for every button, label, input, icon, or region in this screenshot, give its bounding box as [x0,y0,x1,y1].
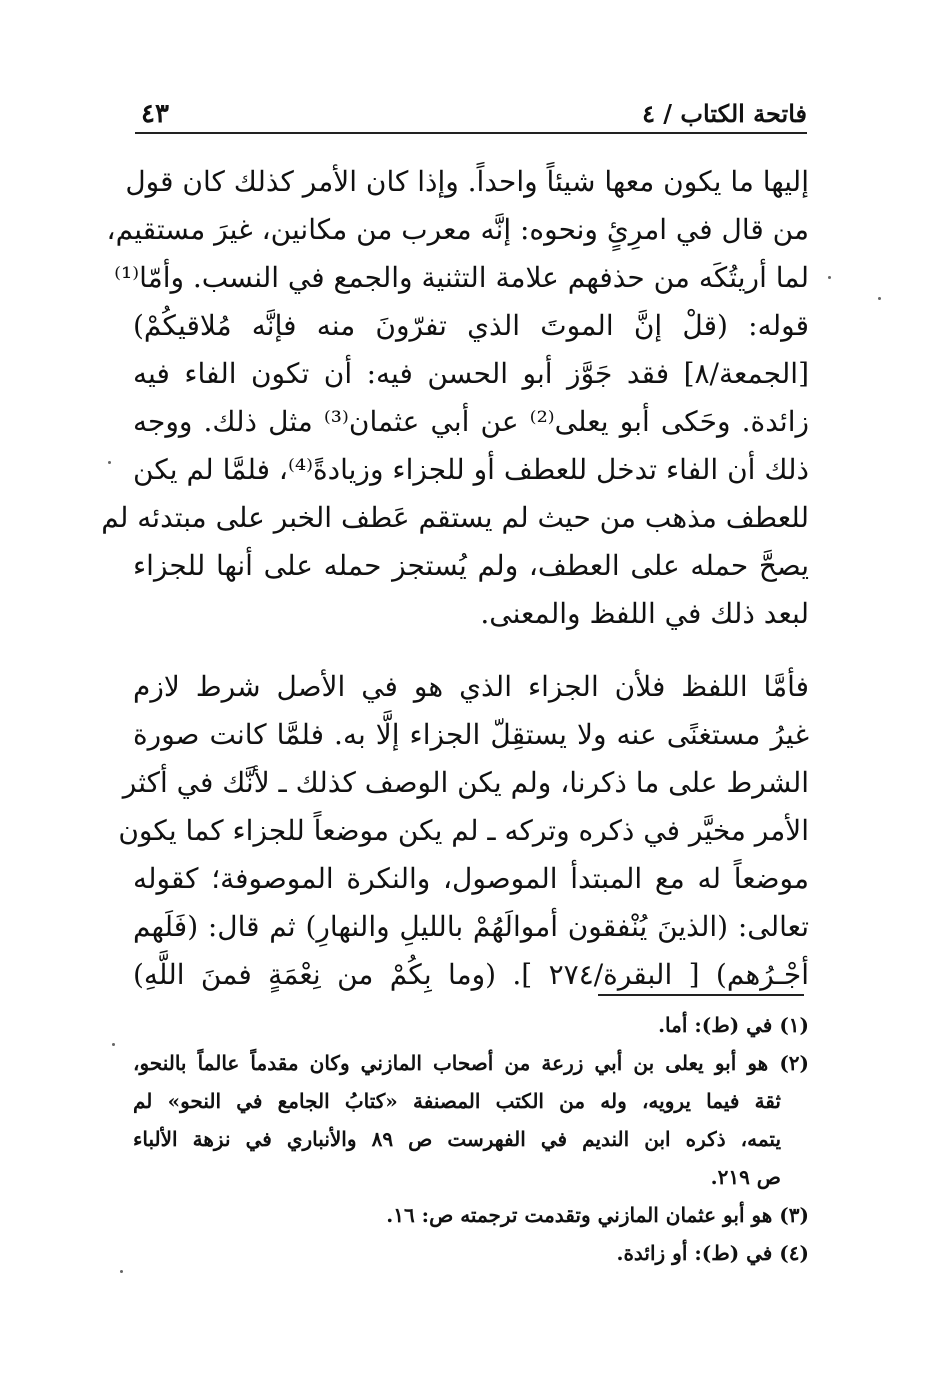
text-line: قوله: (قلْ إنَّ الموتَ الذي تفرّونَ منه فإنَّه مُلاقيكُمْ) [133,309,809,342]
footnote-2 [133,1044,809,1196]
text-line: زائدة. وحَكى أبو يعلى⁽²⁾ عن أبي عثمان⁽³⁾ مثل ذلك. ووجه [133,405,810,438]
text-line: للعطف مذهب من حيث لم يستقم عَطف الخبر على مبتدئه لم [101,501,809,534]
running-title: فاتحة الكتاب / ٤ [642,99,807,128]
text-line: يصحَّ حمله على العطف، ولم يُستجز حمله على أنها للجزاء [133,549,809,582]
text-line: الأمر مخيَّر في ذكره وتركه ـ لم يكن موضعاً للجزاء كما يكون [118,814,809,847]
text-line: فأمَّا اللفظ فلأن الجزاء الذي هو في الأصل شرط لازم [133,670,809,703]
text-line: غيرُ مستغنًى عنه ولا يستقِلّ الجزاء إلَّا به. فلمَّا كانت صورة [133,718,809,751]
header-rule [135,132,807,134]
footnote-line: يتمه، ذكره ابن النديم في الفهرست ص ٨٩ والأنباري في نزهة الألباء [133,1127,782,1151]
running-head [135,94,807,134]
text-line: موضعاً له مع المبتدأ الموصول، والنكرة الموصوفة؛ كقوله [133,862,809,895]
footnote-line: (٣) هو أبو عثمان المازني وتقدمت ترجمته ص: ١٦. [386,1203,809,1227]
text-line: تعالى: (الذينَ يُنْفقون أموالَهُمْ بالليلِ والنهارِ) ثم قال: (فَلَهم [133,910,809,943]
main-text [101,158,810,999]
footnote-line: ثقة فيما يرويه، وله من الكتب المصنفة «كتابُ الجامع في النحو» لم [133,1089,781,1113]
text-line: ذلك أن الفاء تدخل للعطف أو للجزاء وزيادةً⁽⁴⁾، فلمَّا لم يكن [133,453,809,486]
footnote-3 [133,1196,809,1234]
footnote-line: (٢) هو أبو يعلى بن أبي زرعة من أصحاب المازني وكان مقدماً عالماً بالنحو، [133,1051,809,1075]
footnote-line: (٤) في (ط): أو زائدة. [616,1241,809,1265]
scan-speck [878,297,881,300]
footnotes [133,1006,809,1272]
text-line: [الجمعة/٨] فقد جَوَّز أبو الحسن فيه: أن تكون الفاء فيه [133,357,809,390]
page-number: ٤٣ [141,99,169,129]
scan-speck [828,276,831,279]
footnote-line: ص ٢١٩. [710,1165,781,1189]
footnote-line: (١) في (ط): أما. [658,1013,809,1037]
paragraph-spacer [133,638,809,663]
paragraph-1 [101,158,810,638]
scan-speck [120,1270,123,1273]
text-line: لما أريتُكَه من حذفهم علامة التثنية والجمع في النسب. وأمّا⁽¹⁾ [114,261,809,294]
scan-speck [108,461,111,464]
text-line: أجْـرُهم) [ البقرة/٢٧٤ ]. (وما بِكُمْ من نِعْمَةٍ فمنَ اللَّهِ) [133,958,809,991]
footnote-rule [598,994,804,996]
footnote-4 [133,1234,809,1272]
text-line: من قال في امرِئٍ ونحوه: إنَّه معرب من مكانين، غيرَ مستقيم، [106,213,809,246]
text-line: إليها ما يكون معها شيئاً واحداً. وإذا كان الأمر كذلك كان قول [125,165,809,198]
footnote-1 [133,1006,809,1044]
text-line: لبعد ذلك في اللفظ والمعنى. [480,597,809,630]
scan-speck [112,1043,115,1046]
text-line: الشرط على ما ذكرنا، ولم يكن الوصف كذلك ـ لأنَّك في أكثر [122,766,809,799]
paragraph-2 [118,663,809,999]
